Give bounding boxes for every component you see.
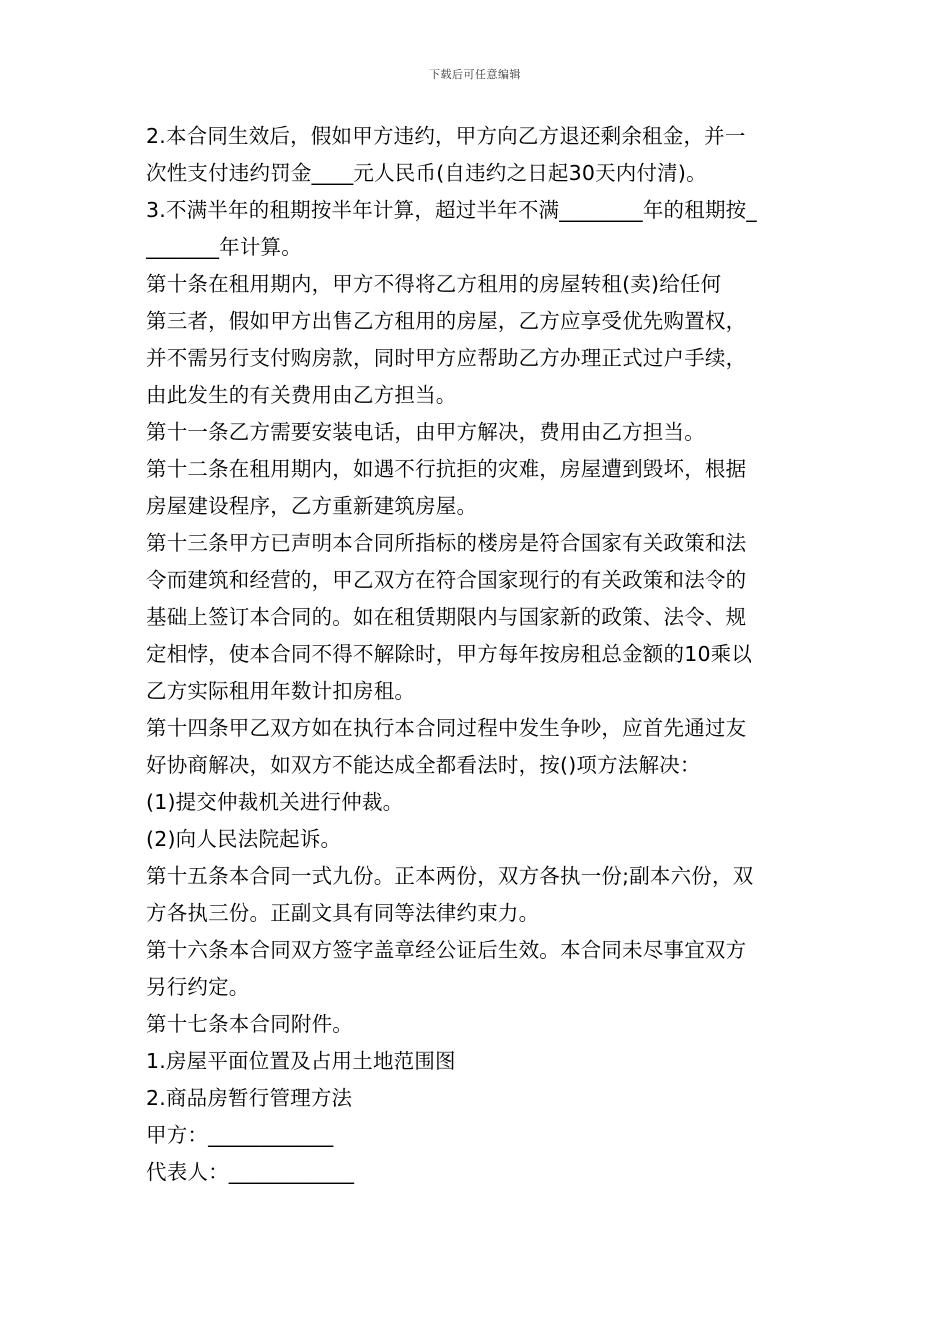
text-line: 3.不满半年的租期按半年计算，超过半年不满________年的租期按_	[146, 198, 757, 222]
text-line: 2.本合同生效后，假如甲方违约，甲方向乙方退还剩余租金，并一	[146, 124, 746, 148]
text-line: 基础上签订本合同的。如在租赁期限内与国家新的政策、法令、规	[146, 605, 747, 629]
text-line: 第十五条本合同一式九份。正本两份，双方各执一份;副本六份，双	[146, 864, 754, 888]
text-line: 2.商品房暂行管理方法	[146, 1086, 353, 1110]
document-body	[146, 118, 810, 1191]
text-line: 由此发生的有关费用由乙方担当。	[146, 383, 457, 407]
text-line: 次性支付违约罚金____元人民币(自违约之日起30天内付清)。	[146, 161, 707, 185]
text-line: (2)向人民法院起诉。	[146, 827, 342, 851]
representative-signature-line: 代表人：____________	[146, 1160, 355, 1184]
text-line: 另行约定。	[146, 975, 250, 999]
text-line: 第十二条在租用期内，如遇不行抗拒的灾难，房屋遭到毁坏，根据	[146, 457, 747, 481]
text-line: 第十六条本合同双方签字盖章经公证后生效。本合同未尽事宜双方	[146, 938, 747, 962]
text-line: _______年计算。	[146, 235, 302, 259]
text-line: 第十条在租用期内，甲方不得将乙方租用的房屋转租(卖)给任何	[146, 272, 722, 296]
text-line: 第十七条本合同附件。	[146, 1012, 353, 1036]
text-line: 第十四条甲乙双方如在执行本合同过程中发生争吵，应首先通过友	[146, 716, 747, 740]
text-line: 方各执三份。正副文具有同等法律约束力。	[146, 901, 540, 925]
text-line: 第十三条甲方已声明本合同所指标的楼房是符合国家有关政策和法	[146, 531, 747, 555]
text-line: 第十一条乙方需要安装电话，由甲方解决，费用由乙方担当。	[146, 420, 705, 444]
text-line: 令而建筑和经营的，甲乙双方在符合国家现行的有关政策和法令的	[146, 568, 747, 592]
text-line: 乙方实际租用年数计扣房租。	[146, 679, 416, 703]
header-note: 下载后可任意编辑	[429, 68, 521, 81]
text-line: 定相悖，使本合同不得不解除时，甲方每年按房租总金额的10乘以	[146, 642, 753, 666]
text-line: 好协商解决，如双方不能达成全都看法时，按()项方法解决：	[146, 753, 701, 777]
party-a-signature-line: 甲方：____________	[146, 1123, 334, 1147]
text-line: 房屋建设程序，乙方重新建筑房屋。	[146, 494, 478, 518]
text-line: 1.房屋平面位置及占用土地范围图	[146, 1049, 456, 1073]
text-line: 并不需另行支付购房款，同时甲方应帮助乙方办理正式过户手续，	[146, 346, 747, 370]
text-line: 第三者，假如甲方出售乙方租用的房屋，乙方应享受优先购置权，	[146, 309, 747, 333]
text-line: (1)提交仲裁机关进行仲裁。	[146, 790, 404, 814]
